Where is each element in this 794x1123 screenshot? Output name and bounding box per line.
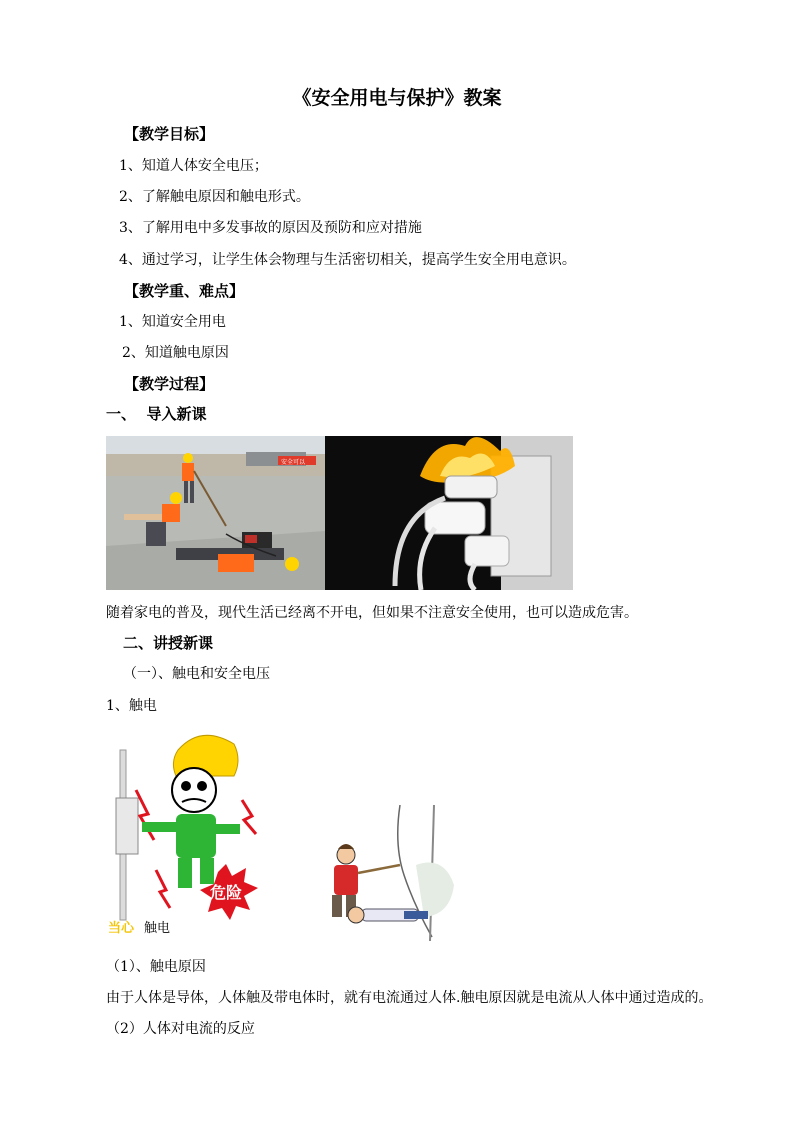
construction-site-photo (106, 436, 325, 590)
site-banner-text: 安全可以 (281, 459, 306, 466)
cause-heading: （1）、触电原因 (106, 959, 206, 975)
key-points-heading: 【教学重、难点】 (124, 282, 245, 300)
beware-shock-cartoon (106, 730, 270, 942)
process-heading: 【教学过程】 (124, 375, 215, 393)
danger-badge-text: 危险 (210, 883, 243, 902)
page-title: 《安全用电与保护》教案 (292, 87, 502, 109)
caption-shock: 触电 (144, 921, 171, 936)
key-point-2: 2、知道触电原因 (122, 345, 229, 361)
objective-1: 1、知道人体安全电压； (119, 158, 268, 174)
intro-paragraph: 随着家电的普及，现代生活已经离不开电，但如果不注意安全使用，也可以造成危害。 (106, 605, 638, 621)
rescue-cartoon (304, 805, 454, 941)
objective-2: 2、了解触电原因和触电形式。 (119, 189, 310, 205)
part1-heading: 一、 导入新课 (106, 405, 207, 423)
part2-heading: 二、讲授新课 (123, 634, 214, 652)
burning-socket-photo (325, 436, 573, 590)
reaction-heading: （2）人体对电流的反应 (106, 1021, 255, 1037)
key-point-1: 1、知道安全用电 (119, 314, 226, 330)
objectives-heading: 【教学目标】 (124, 125, 215, 143)
objective-3: 3、了解用电中多发事故的原因及预防和应对措施 (119, 220, 422, 236)
caption-beware: 当心 (108, 921, 135, 936)
item1-heading: 1、触电 (106, 698, 157, 714)
cause-paragraph: 由于人体是导体，人体触及带电体时，就有电流通过人体.触电原因就是电流从人体中通过造成的。 (106, 990, 713, 1006)
sub1-heading: （一）、触电和安全电压 (123, 666, 270, 682)
objective-4: 4、通过学习，让学生体会物理与生活密切相关，提高学生安全用电意识。 (119, 252, 576, 268)
